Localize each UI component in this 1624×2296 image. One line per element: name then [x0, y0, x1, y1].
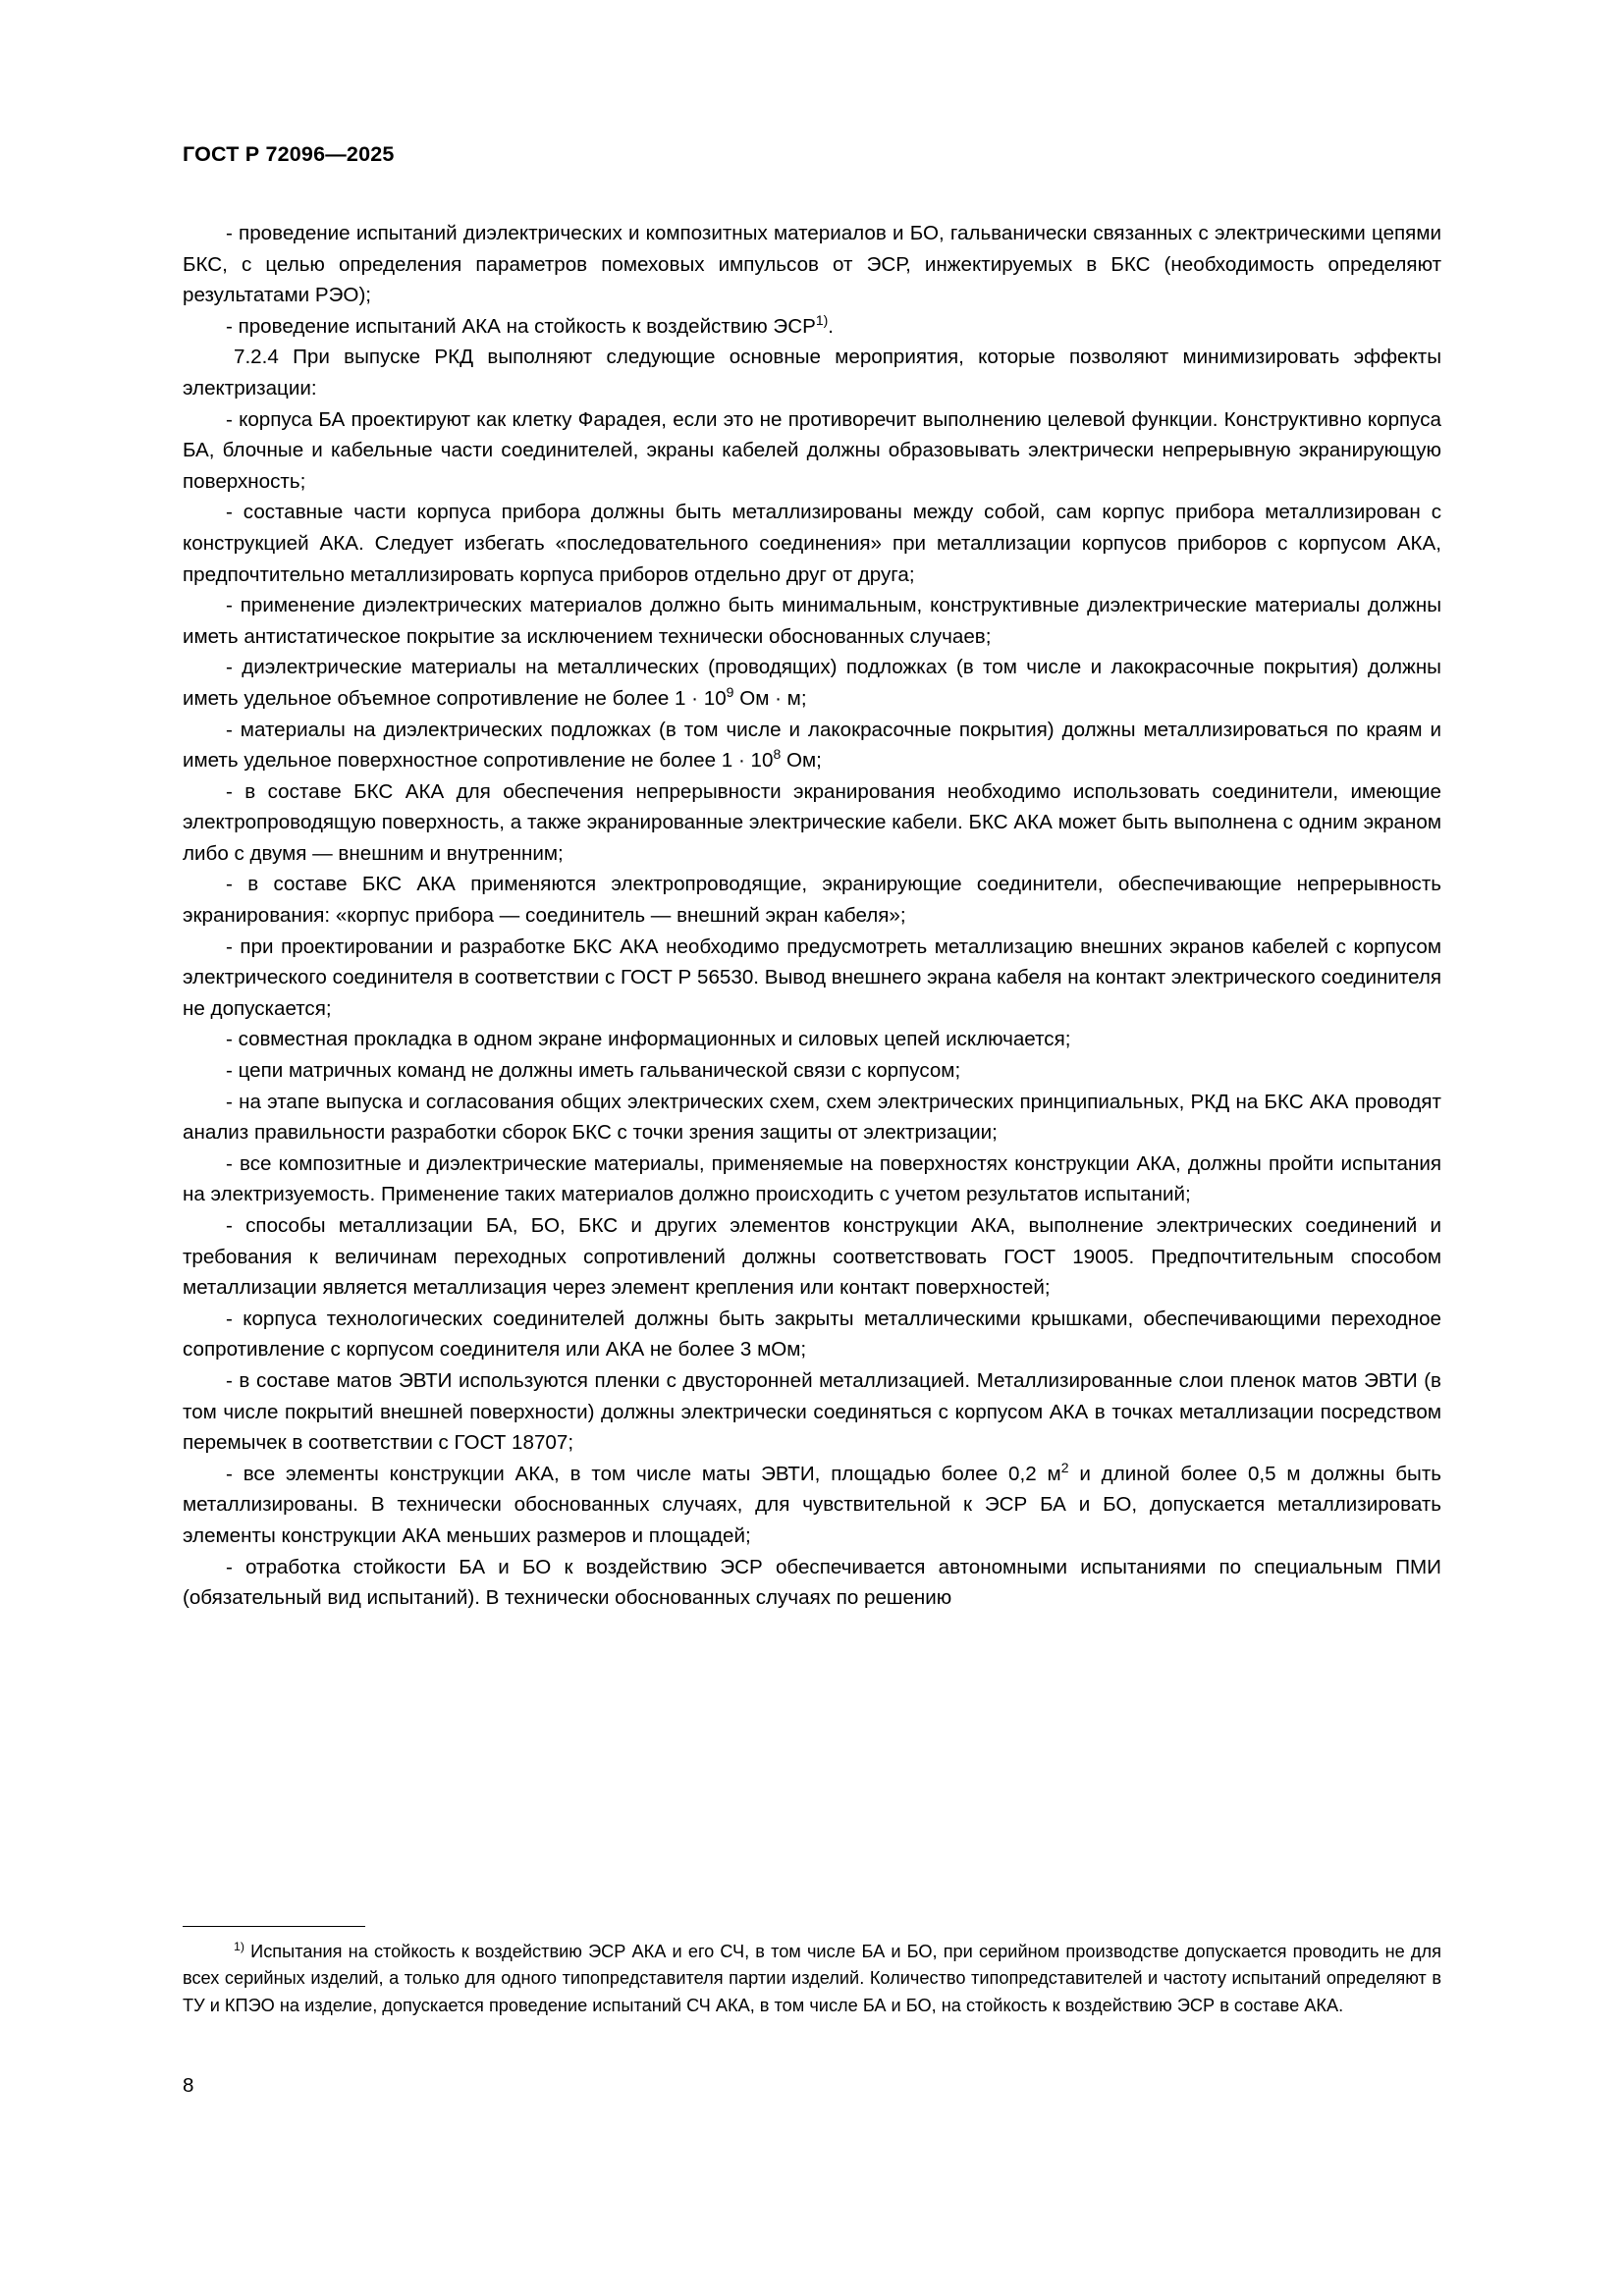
paragraph-bullet-12: - цепи матричных команд не должны иметь гальванической связи с корпусом; — [226, 1059, 961, 1083]
paragraph-bullet-1: - проведение испытаний диэлектрических и композитных материалов и БО, гальванически связанных с электрическими цепями БКС, с целью определения параметров помеховых импульсов от ЭСР, инжектируемых в БКС (необходимость определяют результатами РЭО); — [183, 222, 1441, 307]
paragraph-bullet-19: - отработка стойкости БА и БО к воздействию ЭСР обеспечивается автономными испытаниями по специальным ПМИ (обязательный вид испытаний). В технически обоснованных случаях по решению — [183, 1555, 1441, 1610]
paragraph-bullet-10: - при проектировании и разработке БКС АКА необходимо предусмотреть металлизацию внешних экранов кабелей с корпусом электрического соединителя в соответствии с ГОСТ Р 56530. Вывод внешнего экрана кабеля на контакт электрического соединителя не допускается; — [183, 934, 1441, 1020]
bullet-18-rest: и длиной более 0,5 м должны быть металлизированы. В технически обоснованных случаях, для чувствительной к ЭСР БА и БО, допускается металлизировать элементы конструкции АКА меньших размеров и площадей; — [183, 1462, 1441, 1547]
paragraph-bullet-14: - все композитные и диэлектрические материалы, применяемые на поверхностях конструкции АКА, должны пройти испытания на электризуемость. Применение таких материалов должно происходить с учетом результатов испытаний; — [183, 1151, 1441, 1206]
paragraph-bullet-15: - способы металлизации БА, БО, БКС и других элементов конструкции АКА, выполнение электрических соединений и требования к величинам переходных сопротивлений должны соответствовать ГОСТ 19005. Предпочтительным способом металлизации является металлизация через элемент крепления или контакт поверхностей; — [183, 1214, 1441, 1300]
bullet-6-units: Ом · м; — [733, 686, 807, 710]
paragraph-bullet-3: - корпуса БА проектируют как клетку Фарадея, если это не противоречит выполнению целевой функции. Конструктивно корпуса БА, блочные и кабельные части соединителей, экраны кабелей должны образовывать электрически непрерывную экранирующую поверхность; — [183, 407, 1441, 493]
paragraph-bullet-5: - применение диэлектрических материалов должно быть минимальным, конструктивные диэлектрические материалы должны иметь антистатическое покрытие за исключением технически обоснованных случаев; — [183, 594, 1441, 648]
paragraph-bullet-17: - в составе матов ЭВТИ используются пленки с двусторонней металлизацией. Металлизированные слои пленок матов ЭВТИ (в том числе покрытий внешней поверхности) должны электрически соединяться с корпусом АКА в точках металлизации посредством перемычек в соответствии с ГОСТ 18707; — [183, 1368, 1441, 1455]
paragraph-bullet-16: - корпуса технологических соединителей должны быть закрыты металлическими крышками, обеспечивающими переходное сопротивление с корпусом соединителя или АКА не более 3 мОм; — [183, 1307, 1441, 1362]
paragraph-bullet-9: - в составе БКС АКА применяются электропроводящие, экранирующие соединители, обеспечивающие непрерывность экранирования: «корпус прибора — соединитель — внешний экран кабеля»; — [183, 873, 1441, 928]
paragraph-bullet-6 — [183, 652, 1441, 714]
exponent-9: 9 — [726, 684, 734, 701]
exponent-2: 2 — [1060, 1459, 1069, 1475]
paragraph-bullet-7 — [183, 715, 1441, 776]
paragraph-bullet-4: - составные части корпуса прибора должны быть металлизированы между собой, сам корпус прибора металлизирован с конструкцией АКА. Следует избегать «последовательного соединения» при металлизации корпусов приборов с корпусом АКА, предпочтительно металлизировать корпуса приборов отдельно друг от друга; — [183, 501, 1441, 586]
page-header: ГОСТ Р 72096—2025 — [183, 142, 395, 166]
footnote-block — [183, 1939, 1441, 2019]
exponent-8: 8 — [773, 746, 782, 763]
paragraph-bullet-13: - на этапе выпуска и согласования общих электрических схем, схем электрических принципиальных, РКД на БКС АКА проводят анализ правильности разработки сборок БКС с точки зрения защиты от электризации; — [183, 1090, 1441, 1145]
footnote-reference-1: 1) — [815, 311, 829, 328]
paragraph-bullet-11: - совместная прокладка в одном экране информационных и силовых цепей исключается; — [226, 1028, 1071, 1051]
paragraph-bullet-8: - в составе БКС АКА для обеспечения непрерывности экранирования необходимо использовать соединители, имеющие электропроводящую поверхность, а также экранированные электрические кабели. БКС АКА может быть выполнена с одним экраном либо с двумя — внешним и внутренним; — [183, 779, 1441, 865]
footnote-1-text: Испытания на стойкость к воздействию ЭСР АКА и его СЧ, в том числе БА и БО, при серийном производстве допускается проводить не для всех серийных изделий, а только для одного типопредставителя партии изделий. Количество типопредставителей и частоту испытаний определяют в ТУ и КПЭО на изделие, допускается проведение испытаний СЧ АКА, в том числе БА и БО, на стойкость к воздействию ЭСР в составе АКА. — [183, 1942, 1441, 2015]
bullet-7-text: - материалы на диэлектрических подложках (в том числе и лакокрасочные покрытия) должны металлизироваться по краям и иметь удельное поверхностное сопротивление не более 1 · 10 — [183, 718, 1441, 773]
paragraph-bullet-2 — [183, 311, 1441, 343]
bullet-2-period: . — [828, 314, 835, 338]
footnote-separator — [183, 1926, 365, 1927]
page-number: 8 — [183, 2074, 194, 2097]
paragraph-clause-7-2-4: 7.2.4 При выпуске РКД выполняют следующие основные мероприятия, которые позволяют минимизировать эффекты электризации: — [183, 346, 1441, 400]
bullet-7-units: Ом; — [781, 749, 822, 773]
paragraph-bullet-18 — [183, 1459, 1441, 1552]
bullet-18-text: - все элементы конструкции АКА, в том числе маты ЭВТИ, площадью более 0,2 м — [226, 1462, 1061, 1485]
footnote-1 — [183, 1939, 1441, 2019]
footnote-marker-1: 1) — [234, 1939, 244, 1953]
bullet-6-text: - диэлектрические материалы на металлических (проводящих) подложках (в том числе и лакокрасочные покрытия) должны иметь удельное объемное сопротивление не более 1 · 10 — [183, 656, 1441, 710]
bullet-2-text: - проведение испытаний АКА на стойкость к воздействию ЭСР — [226, 314, 816, 338]
page-body — [183, 218, 1441, 1614]
